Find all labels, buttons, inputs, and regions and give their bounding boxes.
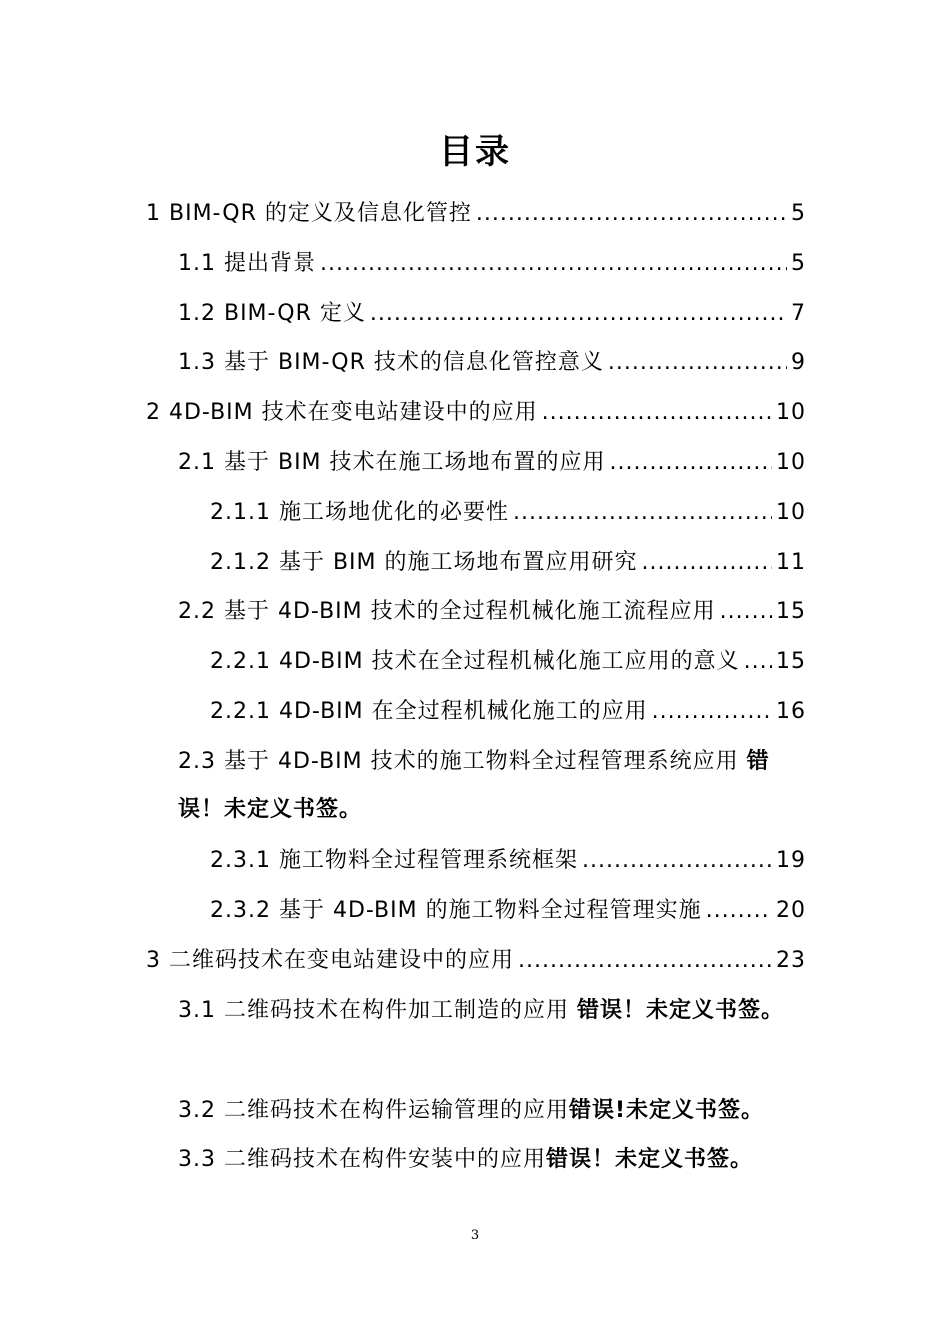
toc-entry-label: 2.3 基于 4D-BIM 技术的施工物料全过程管理系统应用 bbox=[178, 749, 739, 774]
toc-entry-page: 7 bbox=[791, 301, 806, 326]
toc-bookmark-error: 错误！未定义书签。 bbox=[576, 998, 784, 1023]
toc-entry[interactable] bbox=[178, 244, 806, 284]
toc-leader-dots bbox=[582, 841, 772, 881]
toc-entry-page: 9 bbox=[791, 350, 806, 375]
toc-entry[interactable] bbox=[210, 543, 806, 583]
toc-entry[interactable] bbox=[210, 841, 806, 881]
toc-title: 目录 bbox=[439, 132, 511, 172]
toc-leader-dots bbox=[370, 294, 787, 334]
toc-leader-dots bbox=[608, 343, 787, 383]
toc-bookmark-error: 错误!未定义书签。 bbox=[568, 1098, 765, 1123]
toc-entry-page: 10 bbox=[776, 400, 806, 425]
toc-entry-label: 2.1.2 基于 BIM 的施工场地布置应用研究 bbox=[210, 550, 638, 575]
toc-entry-label: 2.2.1 4D-BIM 在全过程机械化施工的应用 bbox=[210, 699, 648, 724]
toc-entry[interactable] bbox=[178, 592, 806, 632]
toc-leader-dots bbox=[720, 592, 772, 632]
toc-entry[interactable] bbox=[146, 393, 806, 433]
toc-entry-label: 2.1.1 施工场地优化的必要性 bbox=[210, 500, 509, 525]
toc-leader-dots bbox=[706, 891, 772, 931]
toc-leader-dots bbox=[320, 244, 787, 284]
toc-entry-label: 2.2.1 4D-BIM 技术在全过程机械化施工应用的意义 bbox=[210, 649, 740, 674]
toc-entry-label: 3.1 二维码技术在构件加工制造的应用 bbox=[178, 998, 569, 1023]
toc-entry-page: 20 bbox=[776, 898, 806, 923]
toc-entry-label: 3 二维码技术在变电站建设中的应用 bbox=[146, 948, 514, 973]
toc-bookmark-error: 错误！未定义书签。 bbox=[178, 749, 770, 822]
toc-bookmark-error: 错误！未定义书签。 bbox=[545, 1147, 753, 1172]
toc-entry[interactable] bbox=[178, 343, 806, 383]
toc-entry[interactable] bbox=[178, 294, 806, 334]
toc-leader-dots bbox=[518, 941, 772, 981]
toc-entry-page: 15 bbox=[776, 599, 806, 624]
toc-entry-page: 5 bbox=[791, 251, 806, 276]
toc-entry-page: 5 bbox=[791, 201, 806, 226]
toc-leader-dots bbox=[513, 493, 772, 533]
toc-entry-label: 2.3.1 施工物料全过程管理系统框架 bbox=[210, 848, 578, 873]
toc-leader-dots bbox=[652, 692, 772, 732]
toc-entry[interactable] bbox=[146, 941, 806, 981]
toc-entry-label: 1.1 提出背景 bbox=[178, 251, 316, 276]
toc-entry[interactable] bbox=[146, 194, 806, 234]
toc-entry-label: 1.3 基于 BIM-QR 技术的信息化管控意义 bbox=[178, 350, 604, 375]
toc-entry-page: 23 bbox=[776, 948, 806, 973]
toc-entry[interactable] bbox=[210, 692, 806, 732]
toc-entry[interactable] bbox=[210, 891, 806, 931]
toc-leader-dots bbox=[610, 443, 772, 483]
toc-entry-page: 15 bbox=[776, 649, 806, 674]
toc-entry-label: 3.2 二维码技术在构件运输管理的应用 bbox=[178, 1098, 569, 1123]
toc-entry-label: 2.2 基于 4D-BIM 技术的全过程机械化施工流程应用 bbox=[178, 599, 716, 624]
toc-entry-error[interactable] bbox=[178, 1136, 818, 1184]
toc-entry-error[interactable] bbox=[178, 987, 806, 1035]
toc-entry[interactable] bbox=[178, 443, 806, 483]
toc-entry[interactable] bbox=[210, 493, 806, 533]
toc-leader-dots bbox=[642, 543, 772, 583]
toc-entry-error[interactable] bbox=[178, 738, 806, 834]
toc-entry-error[interactable] bbox=[178, 1087, 818, 1135]
toc-entry-label: 1 BIM-QR 的定义及信息化管控 bbox=[146, 201, 472, 226]
toc-entry-label: 3.3 二维码技术在构件安装中的应用 bbox=[178, 1147, 546, 1172]
toc-leader-dots bbox=[476, 194, 787, 234]
toc-entry-label: 2.3.2 基于 4D-BIM 的施工物料全过程管理实施 bbox=[210, 898, 702, 923]
toc-leader-dots bbox=[542, 393, 772, 433]
toc-leader-dots bbox=[744, 642, 772, 682]
toc-entry-page: 19 bbox=[776, 848, 806, 873]
toc-entry-page: 11 bbox=[776, 550, 806, 575]
toc-entry-label: 1.2 BIM-QR 定义 bbox=[178, 301, 366, 326]
toc-entry-label: 2 4D-BIM 技术在变电站建设中的应用 bbox=[146, 400, 538, 425]
page-number: 3 bbox=[470, 1228, 480, 1243]
toc-entry-page: 16 bbox=[776, 699, 806, 724]
toc-entry-label: 2.1 基于 BIM 技术在施工场地布置的应用 bbox=[178, 450, 606, 475]
toc-entry-page: 10 bbox=[776, 450, 806, 475]
toc-entry-page: 10 bbox=[776, 500, 806, 525]
toc-entry[interactable] bbox=[210, 642, 806, 682]
